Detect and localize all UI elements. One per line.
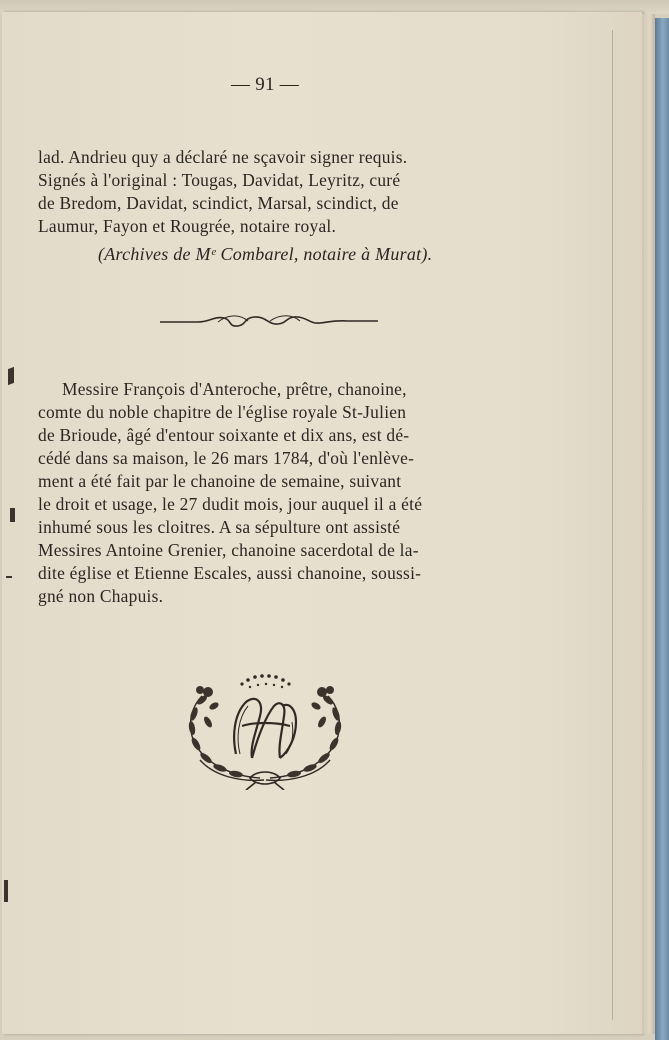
entry-2-line: Messires Antoine Grenier, chanoine sacerdotal de la- — [38, 540, 419, 560]
entry-2-line: comte du noble chapitre de l'église royale St-Julien — [38, 402, 407, 422]
page-stack-edge — [642, 14, 655, 1034]
entry-1-line: de Bredom, Davidat, scindict, Marsal, scindict, de — [38, 193, 399, 213]
margin-mark — [10, 508, 15, 522]
entry-2-line: le droit et usage, le 27 dudit mois, jour auquel il a été — [38, 494, 423, 514]
entry-1-line: Laumur, Fayon et Rougrée, notaire royal. — [38, 216, 337, 236]
margin-mark — [4, 880, 8, 902]
entry-1-line: Signés à l'original : Tougas, Davidat, Leyritz, curé — [38, 170, 401, 190]
entry-2-line: cédé dans sa maison, le 26 mars 1784, d'où l'enlève- — [38, 448, 415, 468]
entry-1-line: lad. Andrieu quy a déclaré ne sçavoir signer requis. — [38, 147, 408, 167]
ornamental-rule-icon — [158, 312, 380, 330]
page-fold-line — [612, 30, 613, 1020]
entry-2-line: de Brioude, âgé d'entour soixante et dix ans, est dé- — [38, 425, 410, 445]
monogram-wreath-icon — [180, 666, 350, 790]
book-cover-edge — [655, 18, 669, 1040]
page-number: — 91 — — [231, 74, 299, 95]
margin-mark — [8, 367, 14, 385]
margin-mark — [6, 576, 12, 578]
entry-2-line: dite église et Etienne Escales, aussi chanoine, soussi- — [38, 563, 422, 583]
entry-2-line: gné non Chapuis. — [38, 586, 164, 606]
entry-2-line: Messire François d'Anteroche, prêtre, chanoine, — [62, 379, 407, 399]
entry-2-line: inhumé sous les cloitres. A sa sépulture ont assisté — [38, 517, 401, 537]
entry-2-line: ment a été fait par le chanoine de semaine, suivant — [38, 471, 402, 491]
archive-citation: (Archives de Mᵉ Combarel, notaire à Murat). — [98, 244, 433, 264]
